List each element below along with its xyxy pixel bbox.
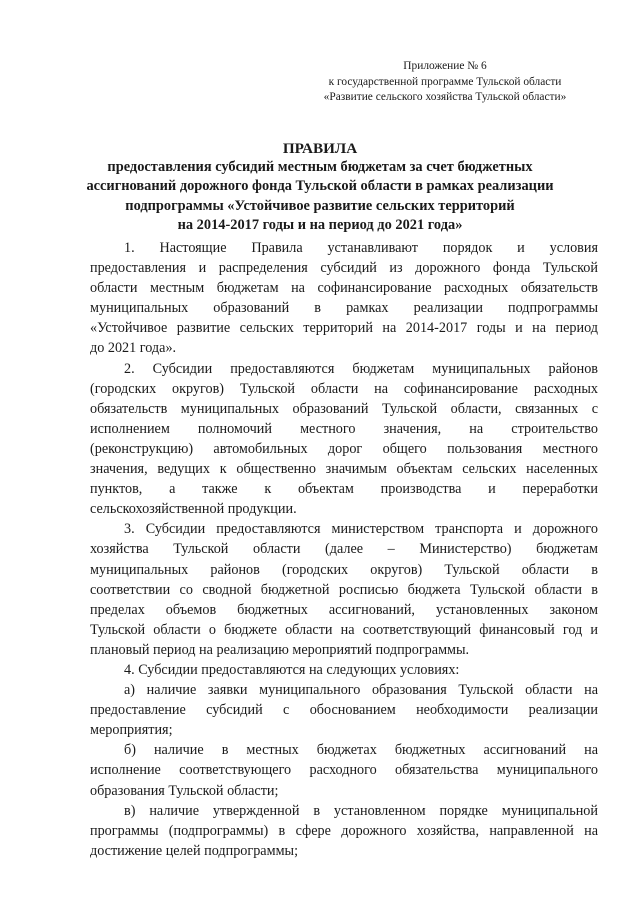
paragraph-line: 3. Субсидии предоставляются министерством транспорта и дорожного <box>124 521 598 538</box>
appendix-header <box>300 59 590 106</box>
paragraph-line: плановый период на реализацию мероприятий подпрограммы. <box>90 641 470 658</box>
heading-line: ассигнований дорожного фонда Тульской области в рамках реализации <box>86 178 554 195</box>
body-paragraph <box>90 680 598 740</box>
paragraph-line: а) наличие заявки муниципального образования Тульской области на <box>124 682 598 699</box>
appendix-number: Приложение № 6 <box>403 60 487 72</box>
body-paragraph <box>90 660 598 680</box>
appendix-program-ref: к государственной программе Тульской области <box>328 75 562 88</box>
paragraph-line: достижение целей подпрограммы; <box>90 842 299 859</box>
heading-line: предоставления субсидий местным бюджетам за счет бюджетных <box>107 159 533 176</box>
paragraph-line: пределах объемов бюджетных ассигнований, установленных законом <box>90 601 598 618</box>
paragraph-line: образования Тульской области; <box>90 782 279 799</box>
paragraph-line: мероприятия; <box>90 722 173 739</box>
body-paragraph <box>90 801 598 861</box>
paragraph-line: 4. Субсидии предоставляются на следующих условиях: <box>124 661 460 678</box>
document-heading <box>60 139 580 235</box>
body-paragraph <box>90 519 598 660</box>
paragraph-line: обязательств муниципальных образований Тульской области, связанных с <box>90 400 598 417</box>
heading-line: подпрограммы «Устойчивое развитие сельских территорий <box>125 197 515 214</box>
paragraph-line: б) наличие в местных бюджетах бюджетных ассигнований на <box>124 742 598 759</box>
paragraph-line: исполнением полномочий местного значения, на строительство <box>90 420 598 437</box>
paragraph-line: в) наличие утвержденной в установленном порядке муниципальной <box>124 802 598 819</box>
paragraph-line: до 2021 года». <box>90 340 177 357</box>
paragraph-line: области местным бюджетам на софинансирование расходных обязательств <box>90 280 598 297</box>
paragraph-line: (городских округов) Тульской области на софинансирование расходных <box>90 380 598 397</box>
paragraph-line: предоставления и распределения субсидий из дорожного фонда Тульской <box>90 260 598 277</box>
paragraph-line: «Устойчивое развитие сельских территорий на 2014-2017 годы и на период <box>90 320 598 337</box>
paragraph-line: Тульской области о бюджете области на соответствующий финансовый год и <box>90 621 598 638</box>
body-paragraph <box>90 359 598 520</box>
paragraph-line: пунктов, а также к объектам производства и переработки <box>90 481 598 498</box>
paragraph-line: хозяйства Тульской области (далее – Министерство) бюджетам <box>90 541 598 558</box>
appendix-program-name: «Развитие сельского хозяйства Тульской области» <box>323 91 567 103</box>
paragraph-line: соответствии со сводной бюджетной росписью бюджета Тульской области в <box>90 581 598 598</box>
document-title: ПРАВИЛА <box>282 140 358 157</box>
paragraph-line: 2. Субсидии предоставляются бюджетам муниципальных районов <box>124 360 598 377</box>
paragraph-line: предоставление субсидий с обоснованием необходимости реализации <box>90 702 598 719</box>
paragraph-line: муниципальных районов (городских округов) Тульской области в <box>90 561 598 578</box>
document-body <box>90 238 598 861</box>
body-paragraph <box>90 238 598 359</box>
paragraph-line: сельскохозяйственной продукции. <box>90 501 297 518</box>
body-paragraph <box>90 740 598 800</box>
paragraph-line: муниципальных образований в рамках реализации подпрограммы <box>90 300 598 317</box>
paragraph-line: исполнение соответствующего расходного обязательства муниципального <box>90 762 598 779</box>
heading-line: на 2014-2017 годы и на период до 2021 года» <box>177 216 463 233</box>
paragraph-line: программы (подпрограммы) в сфере дорожного хозяйства, направленной на <box>90 822 598 839</box>
paragraph-line: значения, ведущих к общественно значимым объектам сельских населенных <box>90 461 598 478</box>
paragraph-line: (реконструкцию) автомобильных дорог общего пользования местного <box>90 440 598 457</box>
paragraph-line: 1. Настоящие Правила устанавливают порядок и условия <box>124 240 598 256</box>
